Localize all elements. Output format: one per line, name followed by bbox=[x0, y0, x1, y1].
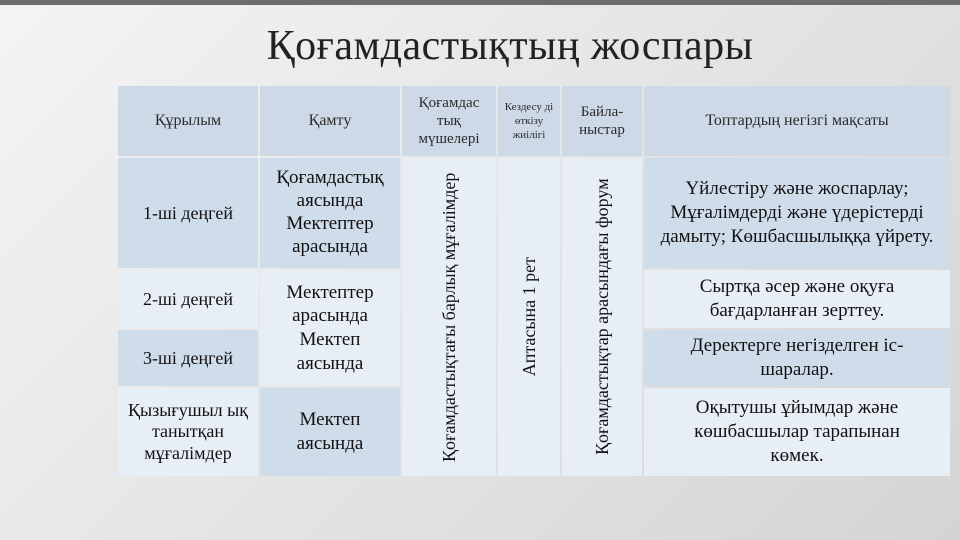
goal-4-text: Оқытушы ұйымдар және көшбасшылар тарапынан көмек. bbox=[694, 397, 900, 466]
level-4-label: Қызығушыл ық танытқан мұғалімдер bbox=[128, 399, 248, 463]
level-3-cell bbox=[118, 330, 258, 386]
goal-1-text: Үйлестіру және жоспарлау; Мұғалімдерді және үдерістерді дамыту; Көшбасшылыққа үйрету. bbox=[660, 178, 934, 247]
header-connections bbox=[562, 86, 642, 156]
slide-title: Қоғамдастықтың жоспары bbox=[266, 23, 754, 69]
coverage-1-text: Қоғамдастық аясында Мектептер арасында bbox=[276, 167, 384, 257]
header-frequency-label: Кездесу ді өткізу жиілігі bbox=[504, 100, 554, 142]
header-structure bbox=[118, 86, 258, 156]
connections-cell bbox=[562, 158, 642, 476]
level-4-cell bbox=[118, 388, 258, 476]
header-structure-label: Құрылым bbox=[154, 112, 222, 129]
header-frequency bbox=[498, 86, 560, 156]
frequency-vertical-text: Аптасына 1 рет bbox=[518, 257, 539, 377]
top-accent-bar bbox=[0, 0, 960, 5]
header-members-label: Қоғамдас тық мүшелері bbox=[418, 95, 480, 147]
members-vertical-text: Қоғамдастықтағы барлық мұғалімдер bbox=[438, 172, 459, 462]
coverage-cell-2 bbox=[260, 270, 400, 386]
level-1-label: 1-ші деңгей bbox=[143, 202, 233, 223]
header-coverage bbox=[260, 86, 400, 156]
level-3-label: 3-ші деңгей bbox=[143, 347, 233, 368]
members-cell bbox=[402, 158, 496, 476]
coverage-3-text: Мектеп аясында bbox=[296, 409, 364, 454]
goal-2-text: Сыртқа әсер және оқуға бағдарланған зерттеу. bbox=[699, 276, 895, 321]
goal-cell-3 bbox=[644, 330, 950, 386]
goal-cell-2 bbox=[644, 270, 950, 328]
level-1-cell bbox=[118, 158, 258, 268]
connections-vertical-text: Қоғамдастықтар арасындағы форум bbox=[591, 178, 612, 456]
header-goals-label: Топтардың негізгі мақсаты bbox=[705, 112, 889, 129]
goal-cell-4 bbox=[644, 388, 950, 476]
header-goals bbox=[644, 86, 950, 156]
frequency-cell bbox=[498, 158, 560, 476]
header-connections-label: Байла-ныстар bbox=[579, 104, 625, 138]
coverage-cell-1 bbox=[260, 158, 400, 268]
header-coverage-label: Қамту bbox=[308, 112, 352, 129]
header-members bbox=[402, 86, 496, 156]
coverage-cell-3 bbox=[260, 388, 400, 476]
coverage-2-text: Мектептер арасында Мектеп аясында bbox=[286, 281, 374, 374]
level-2-cell bbox=[118, 270, 258, 328]
level-2-label: 2-ші деңгей bbox=[143, 288, 233, 309]
goal-3-text: Деректерге негізделген іс-шаралар. bbox=[690, 335, 904, 380]
goal-cell-1 bbox=[644, 158, 950, 268]
